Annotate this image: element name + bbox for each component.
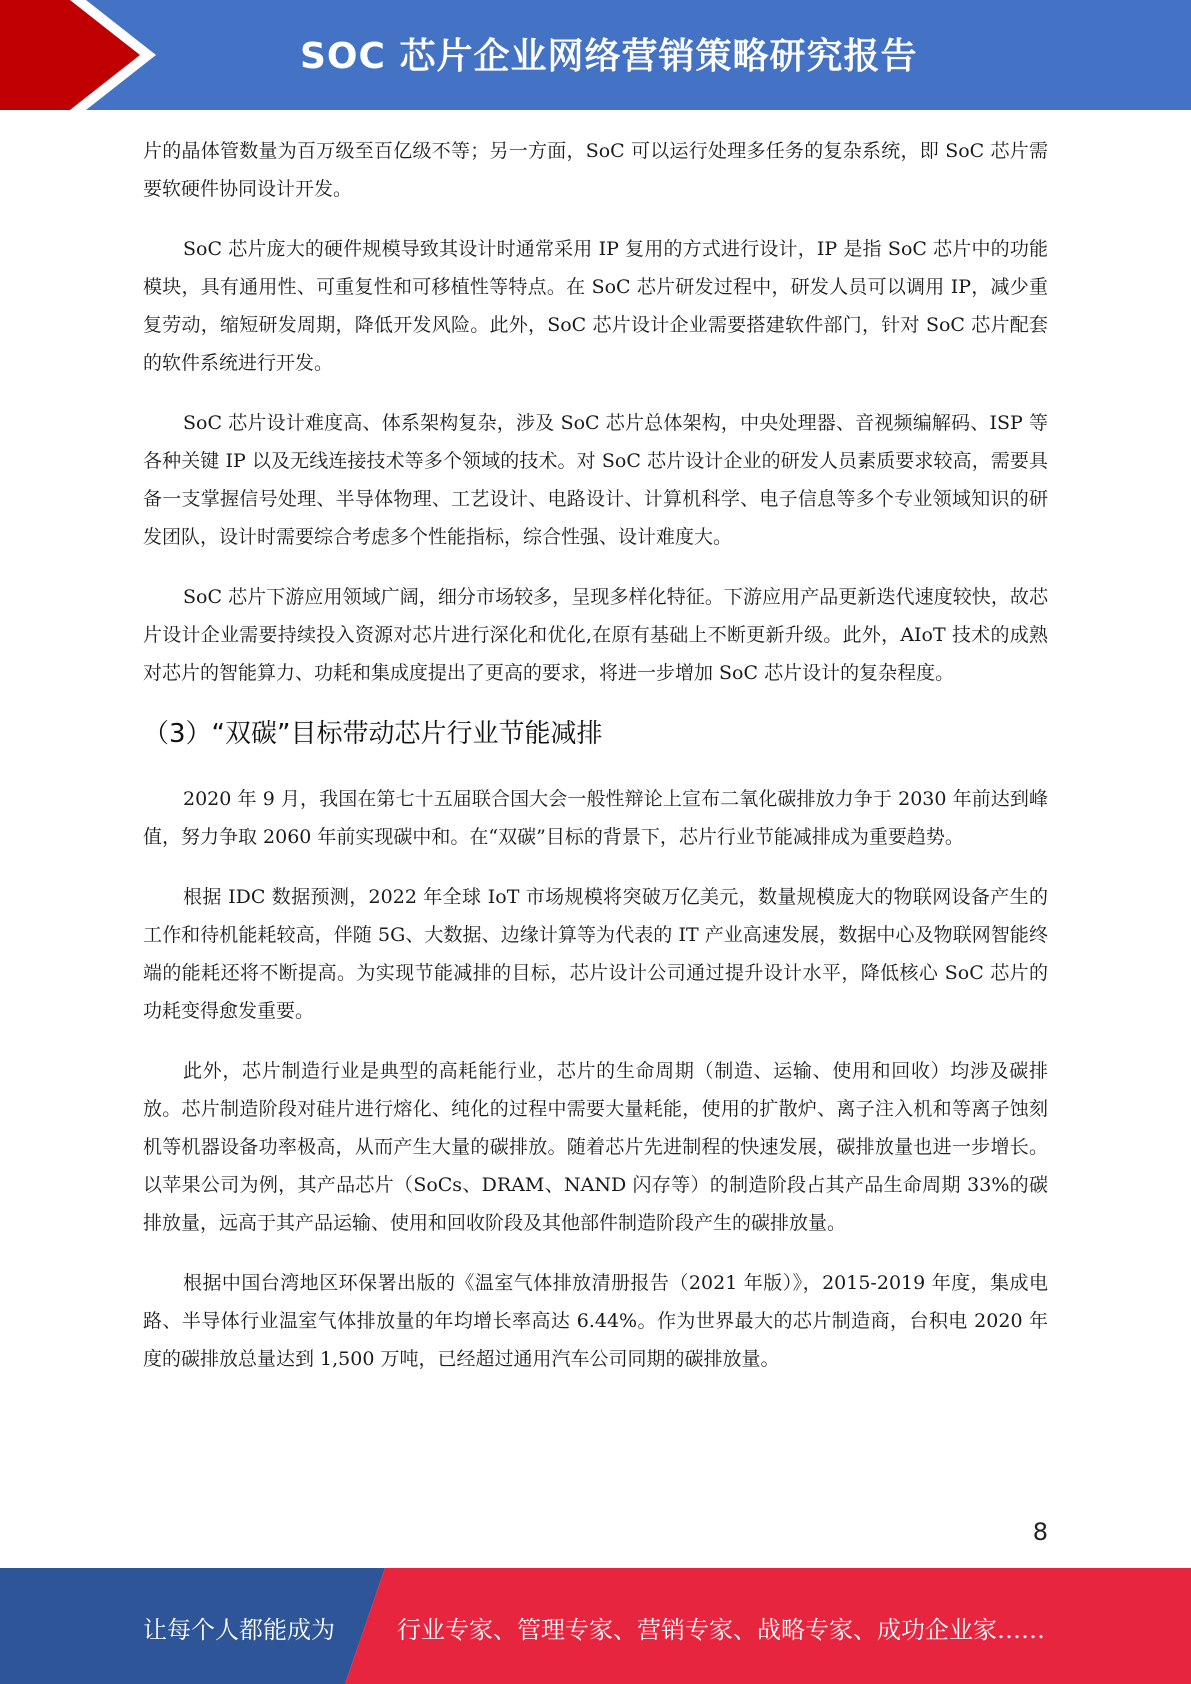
- paragraph: SoC 芯片庞大的硬件规模导致其设计时通常采用 IP 复用的方式进行设计，IP 是指 SoC 芯片中的功能模块，具有通用性、可重复性和可移植性等特点。在 SoC 芯片研发过程中，研发人员可以调用 IP，减少重复劳动，缩短研发周期，降低开发风险。此外，SoC 芯片设计企业需要搭建软件部门，针对 SoC 芯片配套的软件系统进行开发。: [143, 238, 1048, 374]
- paragraph: 根据中国台湾地区环保署出版的《温室气体排放清册报告（2021 年版）》，2015-2019 年度，集成电路、半导体行业温室气体排放量的年均增长率高达 6.44%。作为世界最大的芯片制造商，台积电 2020 年度的碳排放总量达到 1,500 万吨，已经超过通用汽车公司同期的碳排放量。: [143, 1272, 1048, 1370]
- paragraph: SoC 芯片设计难度高、体系架构复杂，涉及 SoC 芯片总体架构，中央处理器、音视频编解码、ISP 等各种关键 IP 以及无线连接技术等多个领域的技术。对 SoC 芯片设计企业的研发人员素质要求较高，需要具备一支掌握信号处理、半导体物理、工艺设计、电路设计、计算机科学、电子信息等多个专业领域知识的研发团队，设计时需要综合考虑多个性能指标，综合性强、设计难度大。: [143, 412, 1048, 548]
- paragraph: 2020 年 9 月，我国在第七十五届联合国大会一般性辩论上宣布二氧化碳排放力争于 2030 年前达到峰值，努力争取 2060 年前实现碳中和。在“双碳”目标的背景下，芯片行业节能减排成为重要趋势。: [143, 788, 1048, 848]
- paragraph: 片的晶体管数量为百万级至百亿级不等；另一方面，SoC 可以运行处理多任务的复杂系统，即 SoC 芯片需要软硬件协同设计开发。: [143, 140, 1048, 200]
- page-number: 8: [1032, 1518, 1048, 1546]
- paragraph: SoC 芯片下游应用领域广阔，细分市场较多，呈现多样化特征。下游应用产品更新迭代速度较快，故芯片设计企业需要持续投入资源对芯片进行深化和优化,在原有基础上不断更新升级。此外，AIoT 技术的成熟对芯片的智能算力、功耗和集成度提出了更高的要求，将进一步增加 SoC 芯片设计的复杂程度。: [143, 586, 1048, 684]
- paragraph: 此外，芯片制造行业是典型的高耗能行业，芯片的生命周期（制造、运输、使用和回收）均涉及碳排放。芯片制造阶段对硅片进行熔化、纯化的过程中需要大量耗能，使用的扩散炉、离子注入机和等离子蚀刻机等机器设备功率极高，从而产生大量的碳排放。随着芯片先进制程的快速发展，碳排放量也进一步增长。以苹果公司为例，其产品芯片（SoCs、DRAM、NAND 闪存等）的制造阶段占其产品生命周期 33%的碳排放量，远高于其产品运输、使用和回收阶段及其他部件制造阶段产生的碳排放量。: [143, 1060, 1048, 1234]
- header-banner: [0, 0, 1191, 110]
- header-arrow-decoration: [0, 0, 160, 110]
- section-heading: （3）“双碳”目标带动芯片行业节能减排: [143, 719, 603, 749]
- paragraph: 根据 IDC 数据预测，2022 年全球 IoT 市场规模将突破万亿美元，数量规模庞大的物联网设备产生的工作和待机能耗较高，伴随 5G、大数据、边缘计算等为代表的 IT 产业高速发展，数据中心及物联网智能终端的能耗还将不断提高。为实现节能减排的目标，芯片设计公司通过提升设计水平，降低核心 SoC 芯片的功耗变得愈发重要。: [143, 886, 1048, 1022]
- footer-slogan-right: 行业专家、管理专家、营销专家、战略专家、成功企业家……: [397, 1616, 1045, 1644]
- footer-slogan-left: 让每个人都能成为: [143, 1616, 335, 1644]
- report-title: SOC 芯片企业网络营销策略研究报告: [300, 36, 918, 77]
- document-body: [143, 132, 1048, 1400]
- footer-banner: [0, 1568, 1191, 1684]
